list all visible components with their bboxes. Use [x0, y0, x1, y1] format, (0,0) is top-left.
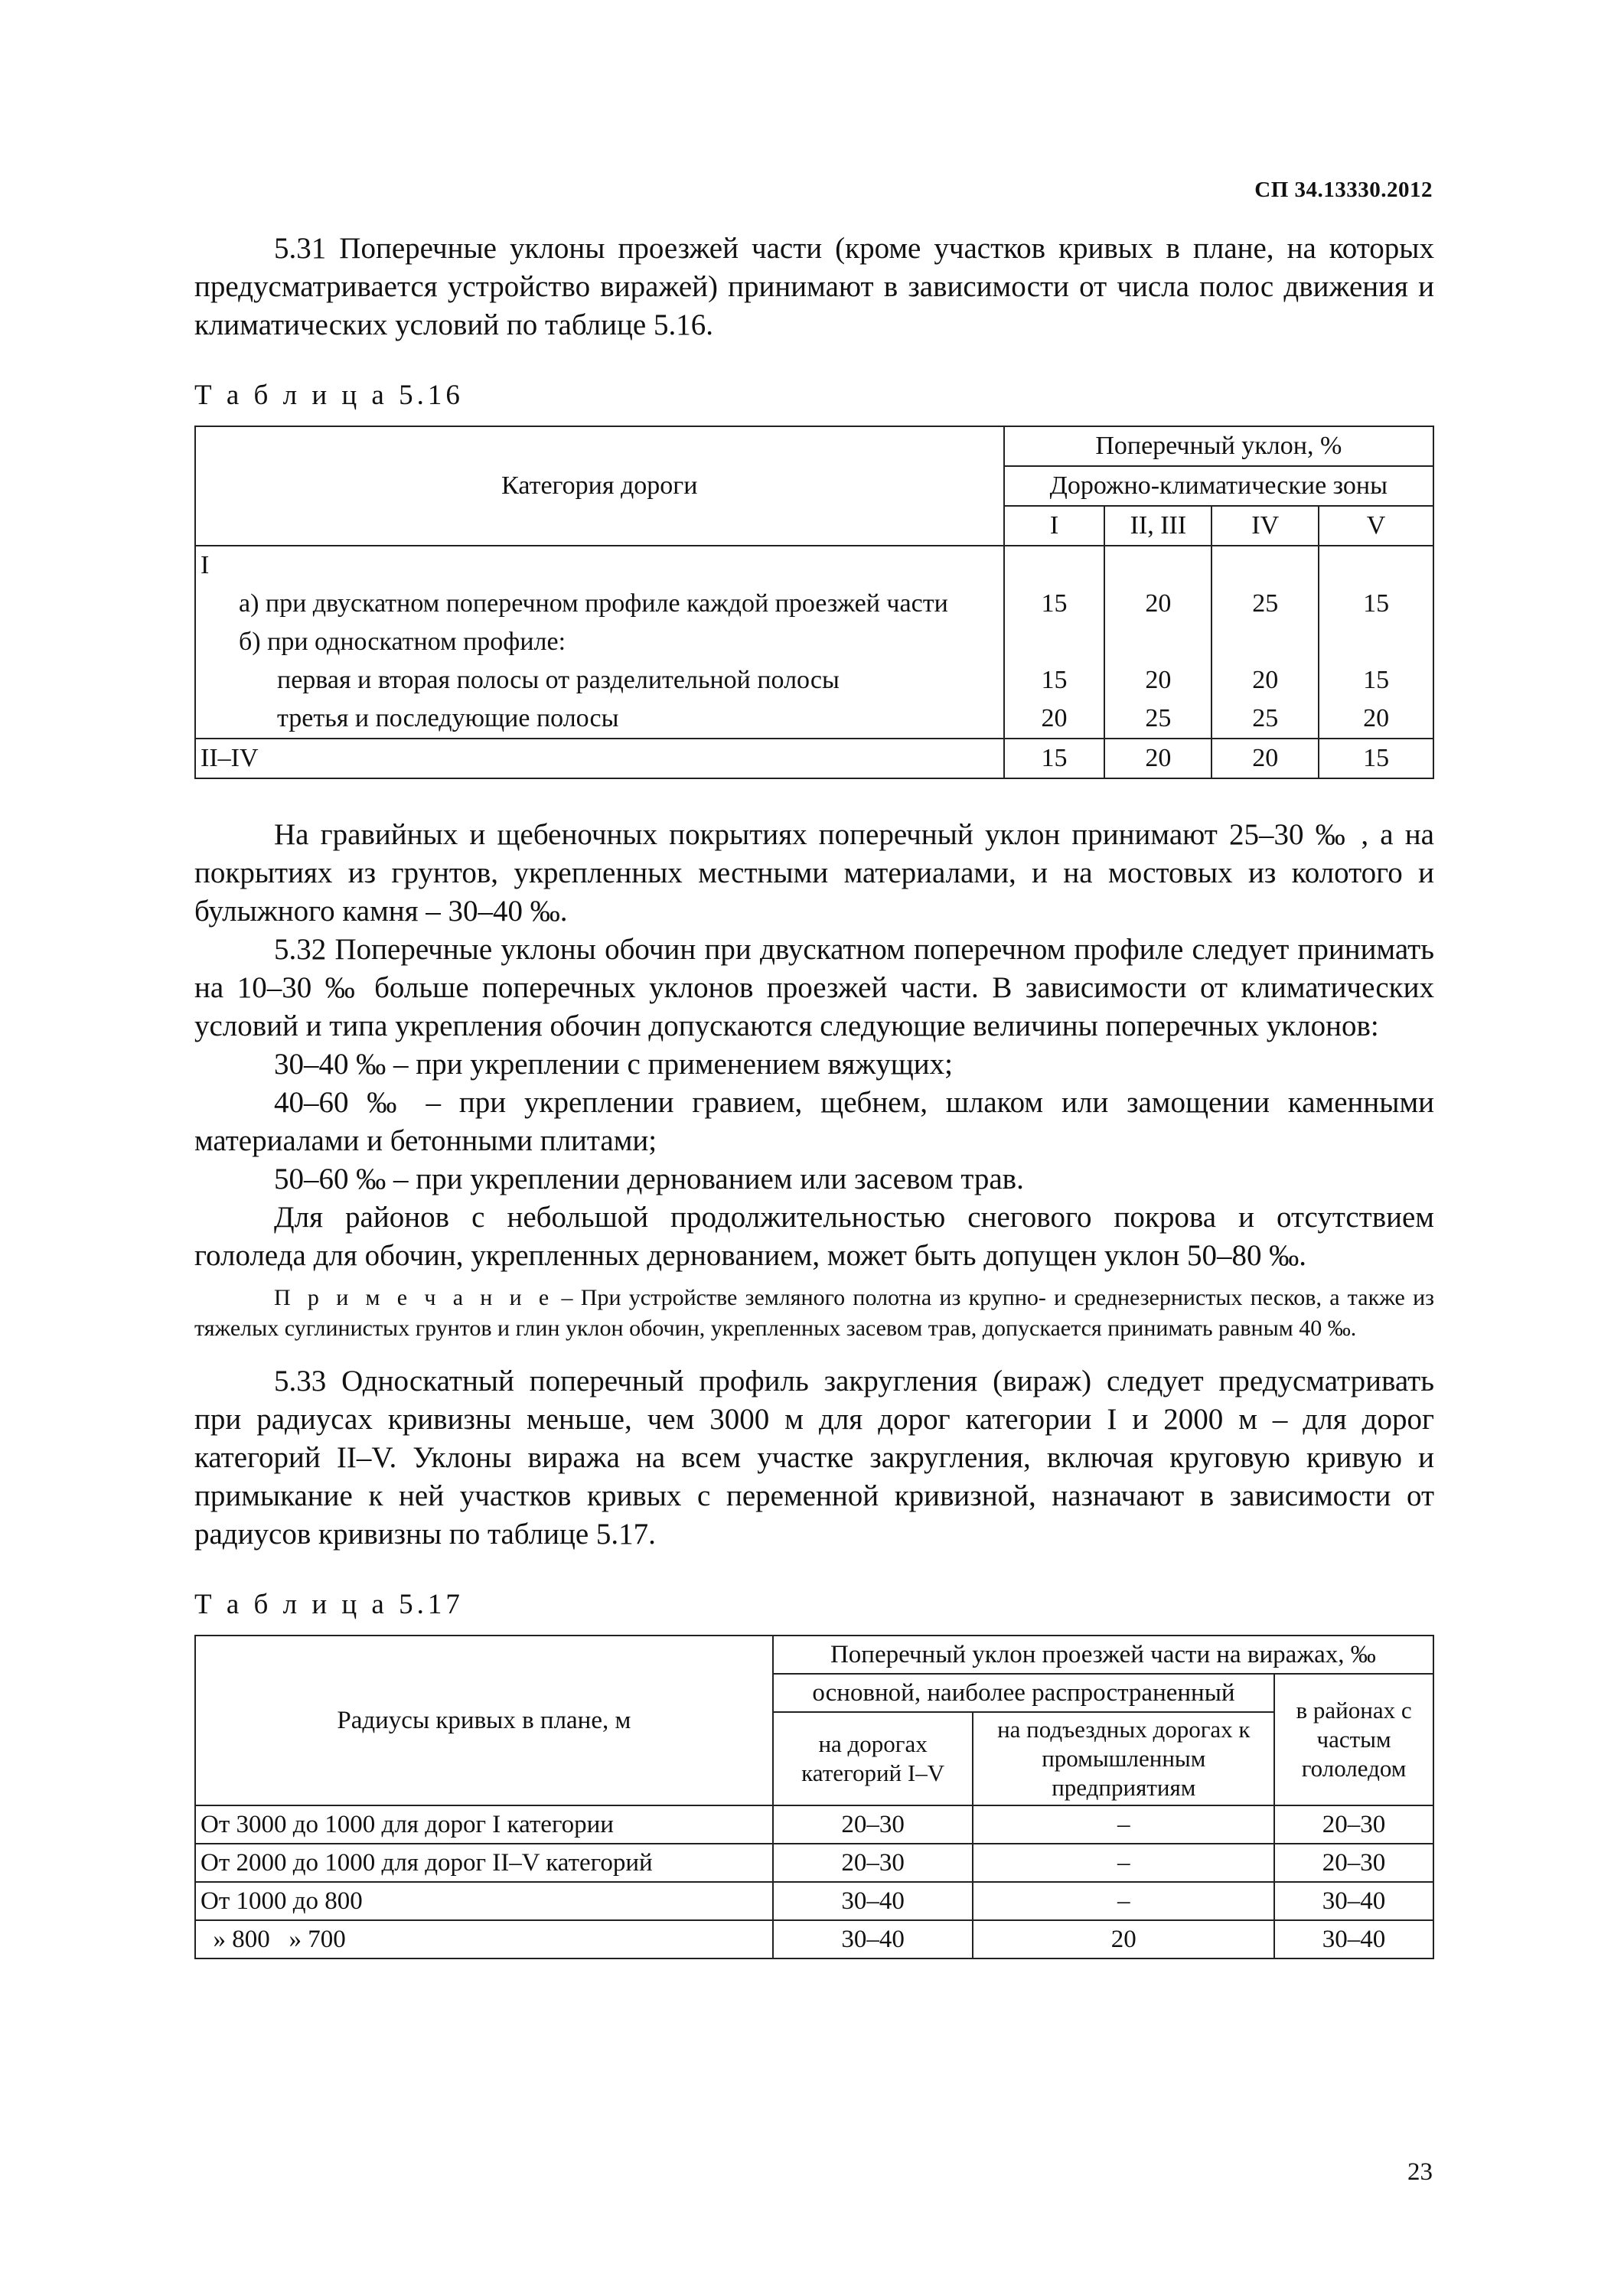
table-5-16 — [194, 426, 1434, 779]
table-cell: 20 — [973, 1920, 1274, 1958]
table-cell-category: I — [195, 546, 1004, 585]
table-cell: 20 — [1319, 700, 1433, 739]
zone-col-1: I — [1004, 506, 1105, 546]
zone-col-3: IV — [1211, 506, 1319, 546]
table-cell: 20 — [1104, 661, 1211, 700]
table-cell: 30–40 — [773, 1882, 973, 1920]
table-5-17-header-main: основной, наиболее распространенный — [773, 1674, 1274, 1712]
table-cell: – — [973, 1882, 1274, 1920]
note-label: П р и м е ч а н и е — [274, 1285, 554, 1310]
table-cell: 20–30 — [1274, 1844, 1433, 1882]
paragraph-5-32: 5.32 Поперечные уклоны обочин при двускатном поперечном профиле следует принимать на 10–30 ‰ больше поперечных уклонов проезжей части. В зависимости от климатических условий и типа укрепления обочин допускаются следующие величины поперечных уклонов: — [194, 933, 1434, 1042]
table-cell-label: От 1000 до 800 — [195, 1882, 773, 1920]
table-cell-label: первая и вторая полосы от разделительной полосы — [195, 661, 1004, 700]
table-cell: 20 — [1211, 661, 1319, 700]
note — [194, 1283, 1434, 1344]
table-cell-category: II–IV — [195, 739, 1004, 778]
table-5-17-header-roads: на дорогах категорий I–V — [773, 1712, 973, 1805]
table-5-16-header-zones: Дорожно-климатические зоны — [1004, 466, 1433, 506]
table-cell-label: » 800 » 700 — [195, 1920, 773, 1958]
table-cell: – — [973, 1805, 1274, 1844]
table-cell: – — [973, 1844, 1274, 1882]
table-cell-label: От 2000 до 1000 для дорог II–V категорий — [195, 1844, 773, 1882]
table-5-17-caption: Т а б л и ц а 5.17 — [194, 1589, 464, 1620]
table-cell: 15 — [1004, 739, 1105, 778]
table-cell: 20 — [1211, 739, 1319, 778]
paragraph-5-33: 5.33 Односкатный поперечный профиль закругления (вираж) следует предусматривать при радиусах кривизны меньше, чем 3000 м для дорог категории I и 2000 м – для дорог категорий II–V. Уклоны виража на всем участке закругления, включая круговую кривую и примыкание к ней участков кривых с переменной кривизной, назначают в зависимости от радиусов кривизны по таблице 5.17. — [194, 1365, 1434, 1551]
table-cell: 15 — [1319, 739, 1433, 778]
table-cell: 30–40 — [1274, 1920, 1433, 1958]
list-item-2: 40–60 ‰ – при укреплении гравием, щебнем, шлаком или замощении каменными материалами и бетонными плитами; — [194, 1086, 1434, 1157]
zone-col-4: V — [1319, 506, 1433, 546]
paragraph-gravel: На гравийных и щебеночных покрытиях поперечный уклон принимают 25–30 ‰ , а на покрытиях из грунтов, укрепленных местными материалами, и на мостовых из колотого и булыжного камня – 30–40 ‰. — [194, 818, 1434, 928]
table-cell: 15 — [1319, 585, 1433, 623]
table-5-16-header-category: Категория дороги — [195, 426, 1004, 546]
table-cell: 25 — [1104, 700, 1211, 739]
table-cell: 15 — [1004, 585, 1105, 623]
zone-col-2: II, III — [1104, 506, 1211, 546]
note-text: – При устройстве земляного полотна из крупно- и среднезернистых песков, а также из тяжелых суглинистых грунтов и глин уклон обочин, укрепленных засевом трав, допускается принимать равным 40 ‰. — [194, 1285, 1434, 1341]
table-cell: 20 — [1104, 585, 1211, 623]
page-content — [194, 230, 1434, 1959]
table-5-17 — [194, 1635, 1434, 1959]
table-cell: 20–30 — [773, 1844, 973, 1882]
table-cell-label: б) при односкатном профиле: — [195, 623, 1004, 661]
table-5-16-caption: Т а б л и ц а 5.16 — [194, 380, 464, 411]
table-cell-label: От 3000 до 1000 для дорог I категории — [195, 1805, 773, 1844]
table-cell: 30–40 — [773, 1920, 973, 1958]
table-cell-label: а) при двускатном поперечном профиле каждой проезжей части — [195, 585, 1004, 623]
paragraph-snow: Для районов с небольшой продолжительностью снегового покрова и отсутствием гололеда для обочин, укрепленных дернованием, может быть допущен уклон 50–80 ‰. — [194, 1201, 1434, 1272]
table-5-17-header-slope: Поперечный уклон проезжей части на виражах, ‰ — [773, 1636, 1433, 1674]
table-5-17-header-radius: Радиусы кривых в плане, м — [195, 1636, 773, 1805]
table-cell: 15 — [1319, 661, 1433, 700]
doc-code-header: СП 34.13330.2012 — [1254, 178, 1433, 202]
paragraph-5-31: 5.31 Поперечные уклоны проезжей части (кроме участков кривых в плане, на которых предусматривается устройство виражей) принимают в зависимости от числа полос движения и климатических условий по таблице 5.16. — [194, 232, 1434, 341]
table-cell: 25 — [1211, 585, 1319, 623]
list-item-3: 50–60 ‰ – при укреплении дернованием или засевом трав. — [274, 1163, 1024, 1195]
table-cell: 20–30 — [1274, 1805, 1433, 1844]
table-5-17-header-ice: в районах с частым гололедом — [1274, 1674, 1433, 1805]
table-5-17-header-access: на подъездных дорогах к промышленным предприятиям — [973, 1712, 1274, 1805]
table-cell: 30–40 — [1274, 1882, 1433, 1920]
list-item-1: 30–40 ‰ – при укреплении с применением вяжущих; — [274, 1048, 953, 1081]
table-cell: 15 — [1004, 661, 1105, 700]
table-5-16-header-slope: Поперечный уклон, % — [1004, 426, 1433, 466]
table-cell: 25 — [1211, 700, 1319, 739]
table-cell-label: третья и последующие полосы — [195, 700, 1004, 739]
table-cell: 20–30 — [773, 1805, 973, 1844]
page-number: 23 — [1407, 2158, 1433, 2186]
table-cell: 20 — [1004, 700, 1105, 739]
table-cell: 20 — [1104, 739, 1211, 778]
